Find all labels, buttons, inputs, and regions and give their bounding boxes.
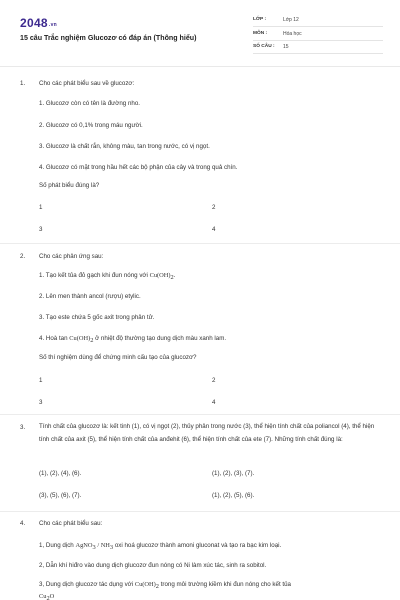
- meta-key: LỚP :: [253, 17, 267, 23]
- meta-info: [253, 15, 383, 56]
- question-4: [20, 520, 392, 600]
- meta-value: 15: [283, 44, 289, 51]
- answer-option[interactable]: 3: [39, 226, 43, 233]
- question-divider: [0, 511, 400, 512]
- header-divider: [0, 66, 400, 67]
- answer-option[interactable]: 1: [39, 204, 43, 211]
- answer-option[interactable]: 4: [212, 226, 216, 233]
- question-1: [20, 80, 392, 240]
- answer-option[interactable]: (3), (5), (6), (7).: [39, 492, 82, 499]
- statement: 1. Tạo kết tủa đỏ gạch khi đun nóng với $Cu(OH)_2$.: [39, 272, 176, 282]
- meta-key: SỐ CÂU :: [253, 44, 275, 50]
- statement: 2, Dẫn khí hiđro vào dung dịch glucozơ đun nóng có Ni làm xúc tác, sinh ra sobitol.: [39, 562, 267, 569]
- meta-value: Hóa học: [283, 30, 302, 37]
- statement-continuation: $Cu_2O$: [39, 593, 55, 600]
- question-number: 3.: [20, 424, 26, 431]
- question-2: [20, 253, 392, 413]
- meta-value: Lớp 12: [283, 17, 299, 24]
- meta-key: MÔN :: [253, 30, 268, 36]
- question-prompt: Cho các phát biểu sau về glucozơ:: [39, 80, 135, 87]
- answer-option[interactable]: (1), (2), (5), (6).: [212, 492, 255, 499]
- question-text: Số phát biểu đúng là?: [39, 182, 100, 189]
- question-text: Số thí nghiệm dùng để chứng minh cấu tạo của glucozơ?: [39, 354, 197, 361]
- answer-option[interactable]: 2: [212, 377, 216, 384]
- header: [0, 0, 400, 66]
- statement: 1, Dung dịch AgNO$_3$ / $NH_3$ oxi hoá glucozơ thành amoni gluconat và tạo ra bạc kim loại.: [39, 542, 282, 552]
- site-logo[interactable]: 2048.vn: [20, 16, 58, 30]
- question-number: 2.: [20, 253, 26, 260]
- answer-option[interactable]: 3: [39, 399, 43, 406]
- question-prompt: Cho các phát biểu sau:: [39, 520, 103, 527]
- question-3: [20, 424, 392, 514]
- statement: 3. Tạo este chứa 5 gốc axit trong phân tử.: [39, 314, 155, 321]
- question-divider: [0, 414, 400, 415]
- statement: 2. Lên men thành ancol (rượu) etylic.: [39, 293, 141, 300]
- answer-option[interactable]: 1: [39, 377, 43, 384]
- statement: 3. Glucozơ là chất rắn, không màu, tan trong nước, có vị ngọt.: [39, 143, 210, 150]
- meta-row-class: [253, 15, 383, 27]
- answer-option[interactable]: 2: [212, 204, 216, 211]
- statement: 4. Hoà $\tan Cu(OH)_2$ ở nhiệt độ thường tạo dung dịch màu xanh lam.: [39, 335, 227, 345]
- answer-option[interactable]: (1), (2), (4), (6).: [39, 470, 82, 477]
- statement: 1. Glucozơ còn có tên là đường nho.: [39, 100, 141, 107]
- statement: 2. Glucozơ có 0,1% trong máu người.: [39, 122, 143, 129]
- meta-row-count: [253, 42, 383, 54]
- page-title: 15 câu Trắc nghiệm Glucozơ có đáp án (Thông hiểu): [20, 34, 197, 42]
- answer-option[interactable]: 4: [212, 399, 216, 406]
- question-number: 4.: [20, 520, 26, 527]
- statement: 4. Glucozơ có mặt trong hầu hết các bộ phận của cây và trong quả chín.: [39, 164, 238, 171]
- statement: 3, Dung dịch glucozơ tác dụng với $Cu(OH)_2$ trong môi trường kiềm khi đun nóng cho kết tủa: [39, 581, 292, 591]
- meta-row-subject: [253, 29, 383, 41]
- answer-option[interactable]: (1), (2), (3), (7).: [212, 470, 255, 477]
- question-number: 1.: [20, 80, 26, 87]
- question-prompt: Cho các phản ứng sau:: [39, 253, 104, 260]
- question-prompt: Tính chất của glucozơ là: kết tinh (1), có vị ngọt (2), thủy phân trong nước (3), thể hiện tính chất của poliancol (4), thể hiện tính chất của axit (5), thể hiện tính chất của anđehit (6), thể hiện tính chất của ete (7). Những tính chất đúng là:: [39, 423, 375, 443]
- question-divider: [0, 243, 400, 244]
